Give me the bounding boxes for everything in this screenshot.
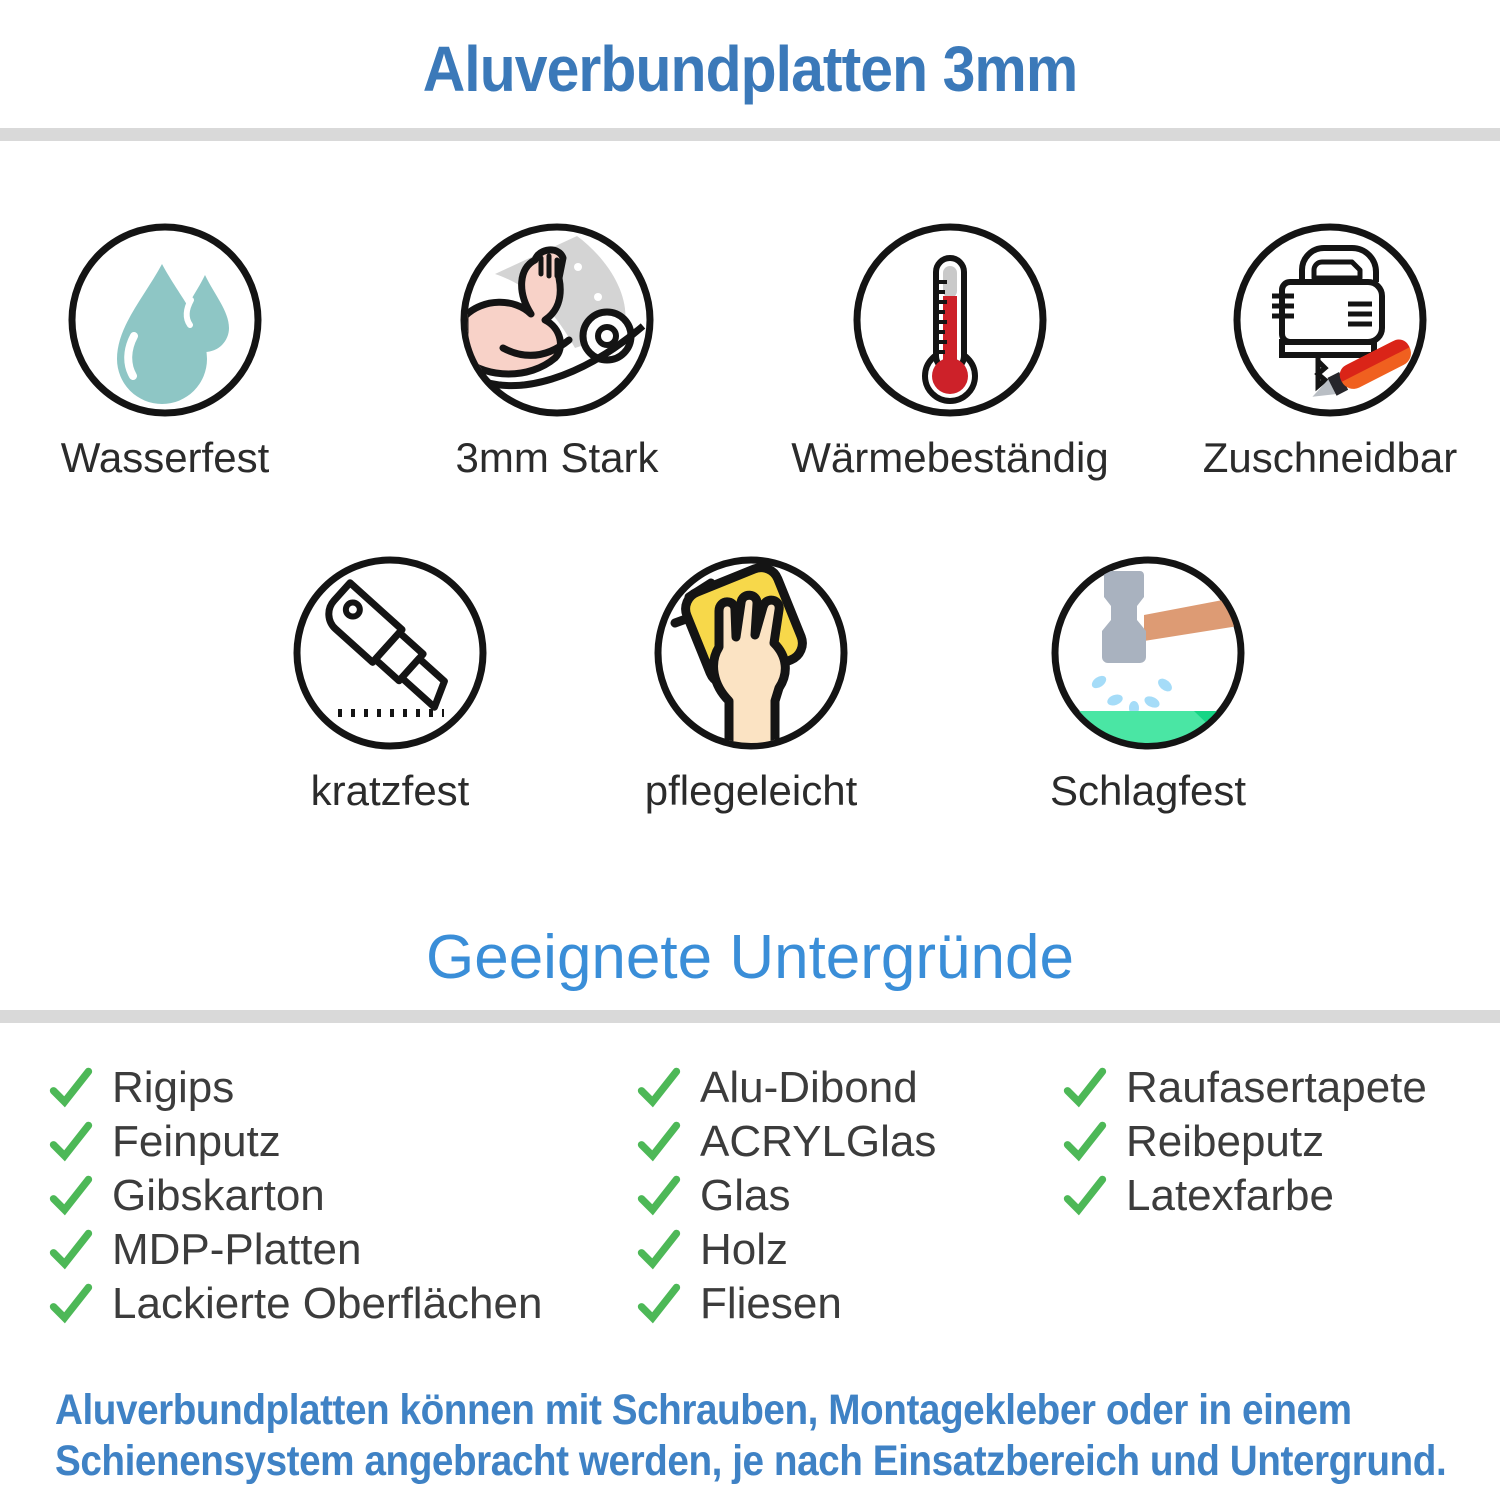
feature-label: Schlagfest [1049, 767, 1247, 814]
list-item [48, 1171, 542, 1220]
feature-label: 3mm Stark [455, 434, 659, 481]
substrate-label: Feinputz [112, 1117, 281, 1166]
section-title-untergruende: Geeignete Untergründe [425, 923, 1074, 992]
check-icon [48, 1119, 94, 1165]
substrate-label: ACRYLGlas [700, 1117, 937, 1166]
check-icon [636, 1119, 682, 1165]
substrate-column-3 [1062, 1063, 1427, 1228]
divider-top [0, 128, 1500, 141]
substrate-label: Holz [700, 1225, 789, 1274]
flexed-arm-panel-icon [457, 220, 657, 420]
substrate-label: Fliesen [700, 1279, 842, 1328]
feature-label: Wärmebeständig [791, 434, 1109, 481]
substrate-label: Lackierte Oberflächen [112, 1279, 543, 1328]
check-icon [1062, 1065, 1108, 1111]
mounting-note [55, 1385, 1459, 1487]
check-icon [48, 1065, 94, 1111]
page-title: Aluverbundplatten 3mm [422, 33, 1078, 105]
feature-zuschneidbar [1160, 220, 1500, 482]
hammer-impact-icon [1048, 553, 1248, 753]
check-icon [48, 1281, 94, 1327]
feature-waermebestaendig [780, 220, 1120, 482]
substrate-label: Gibskarton [112, 1171, 325, 1220]
check-icon [1062, 1173, 1108, 1219]
list-item [1062, 1063, 1427, 1112]
cleaning-hand-icon [651, 553, 851, 753]
check-icon [636, 1227, 682, 1273]
substrate-label: Glas [700, 1171, 791, 1220]
list-item [636, 1279, 936, 1328]
list-item [48, 1225, 542, 1274]
list-item [636, 1117, 937, 1166]
feature-pflegeleicht [581, 553, 921, 815]
list-item [48, 1063, 542, 1112]
list-item [636, 1225, 936, 1274]
feature-label: pflegeleicht [644, 767, 858, 814]
substrate-label: Raufasertapete [1126, 1063, 1427, 1112]
mounting-note-line2: Schienensystem angebracht werden, je nach Einsatzbereich und Untergrund. [55, 1437, 1447, 1485]
check-icon [48, 1227, 94, 1273]
list-item [636, 1171, 936, 1220]
check-icon [1062, 1119, 1108, 1165]
substrate-column-1 [48, 1063, 543, 1336]
feature-label: Wasserfest [60, 434, 270, 481]
list-item [48, 1279, 543, 1328]
divider-section [0, 1010, 1500, 1023]
check-icon [636, 1065, 682, 1111]
list-item [1062, 1171, 1427, 1220]
utility-knife-icon [290, 553, 490, 753]
feature-kratzfest [220, 553, 560, 815]
substrate-label: Latexfarbe [1126, 1171, 1334, 1220]
substrate-label: Reibeputz [1126, 1117, 1325, 1166]
water-drops-icon [65, 220, 265, 420]
feature-wasserfest [0, 220, 335, 482]
substrate-label: MDP-Platten [112, 1225, 362, 1274]
check-icon [636, 1173, 682, 1219]
mounting-note-line1: Aluverbundplatten können mit Schrauben, Montagekleber oder in einem [55, 1386, 1352, 1434]
feature-schlagfest [978, 553, 1318, 815]
list-item [48, 1117, 542, 1166]
feature-label: kratzfest [310, 767, 470, 814]
jigsaw-cutter-icon [1230, 220, 1430, 420]
substrate-label: Rigips [112, 1063, 235, 1112]
substrate-column-2 [636, 1063, 937, 1336]
check-icon [636, 1281, 682, 1327]
check-icon [48, 1173, 94, 1219]
feature-3mm-stark [387, 220, 727, 482]
substrate-label: Alu-Dibond [700, 1063, 918, 1112]
list-item [1062, 1117, 1427, 1166]
thermometer-icon [850, 220, 1050, 420]
list-item [636, 1063, 936, 1112]
feature-label: Zuschneidbar [1202, 434, 1458, 481]
